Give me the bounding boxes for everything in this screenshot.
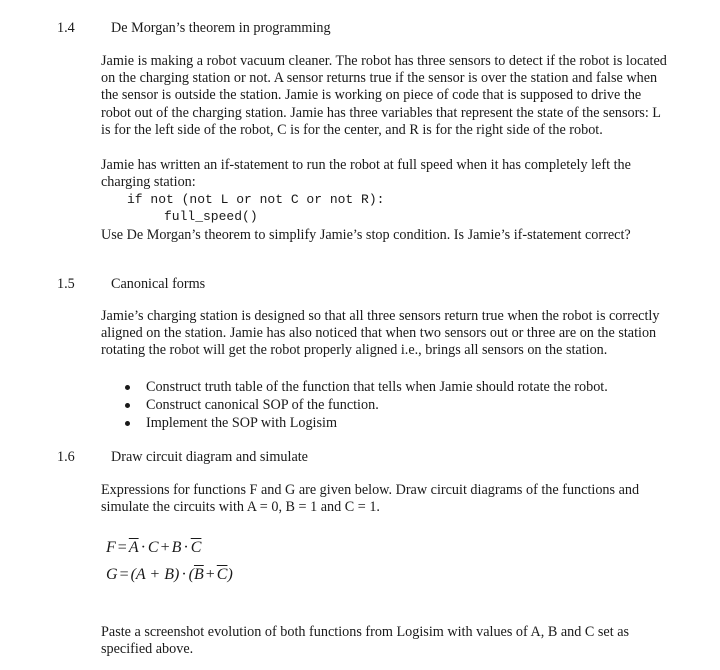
eq-g-term-c-bar: $\overline{C}$ bbox=[216, 566, 228, 583]
section-title-1-4: De Morgan’s theorem in programming bbox=[111, 20, 331, 36]
eq-g-sum-ab: (A + B) bbox=[130, 566, 180, 583]
eq-f-term-b: B bbox=[171, 539, 182, 556]
section-number-1-4: 1.4 bbox=[57, 20, 75, 36]
eq-g-lhs: G bbox=[106, 566, 118, 583]
section-title-1-5: Canonical forms bbox=[111, 276, 206, 292]
eq-g-equals: = bbox=[119, 566, 129, 583]
eq-g-close-paren: ) bbox=[227, 566, 233, 583]
eq-f-lhs: F bbox=[106, 539, 116, 556]
eq-f-term-a-bar: $\overline{A}$ bbox=[128, 539, 139, 556]
section-number-1-6: 1.6 bbox=[57, 449, 75, 465]
bullet-item: Implement the SOP with Logisim bbox=[123, 414, 608, 432]
eq-f-plus: + bbox=[160, 539, 170, 556]
code-line-if: if not (not L or not C or not R): bbox=[127, 192, 385, 207]
section-1-6-paragraph-1: Expressions for functions F and G are given below. Draw circuit diagrams of the functions and simulate the circuits with A = 0, B = 1 and C = 1. bbox=[101, 482, 640, 516]
section-1-4-paragraph-1: Jamie is making a robot vacuum cleaner. The robot has three sensors to detect if the robot is located on the charging station or not. A sensor returns true if the sensor is over the station and false when the sensor is outside the station. Jamie is working on piece of code that is supposed to drive the robot out of the charging station. Jamie has three variables that represent the state of the sensors: L is for the left side of the robot, C is for the center, and R is for the right side of the robot. bbox=[101, 53, 667, 138]
eq-f-equals: = bbox=[117, 539, 127, 556]
eq-f-dot-2: · bbox=[183, 539, 189, 556]
eq-g-term-b-bar: $\overline{B}$ bbox=[193, 566, 204, 583]
section-1-5-paragraph-1: Jamie’s charging station is designed so that all three sensors return true when the robot is correctly aligned on the station. Jamie has also noticed that when two sensors out or three are on the station rotating the robot will get the robot properly aligned i.e., brings all sensors on the station. bbox=[101, 308, 660, 359]
code-line-full-speed: full_speed() bbox=[164, 209, 258, 224]
section-title-1-6: Draw circuit diagram and simulate bbox=[111, 449, 308, 465]
section-1-6-paragraph-2: Paste a screenshot evolution of both functions from Logisim with values of A, B and C set as specified above. bbox=[101, 624, 630, 658]
eq-g-plus: + bbox=[205, 566, 215, 583]
equation-f bbox=[106, 538, 201, 558]
equation-g bbox=[106, 565, 233, 585]
section-1-5-bullet-list bbox=[123, 378, 608, 432]
eq-g-open-paren: ( bbox=[188, 566, 194, 583]
eq-g-dot: · bbox=[181, 566, 187, 583]
eq-f-term-c-bar: $\overline{C}$ bbox=[190, 539, 202, 556]
bullet-item: Construct truth table of the function that tells when Jamie should rotate the robot. bbox=[123, 378, 608, 396]
bullet-item: Construct canonical SOP of the function. bbox=[123, 396, 608, 414]
section-1-4-paragraph-3: Use De Morgan’s theorem to simplify Jamie’s stop condition. Is Jamie’s if-statement correct? bbox=[101, 227, 631, 243]
eq-f-dot-1: · bbox=[140, 539, 146, 556]
section-number-1-5: 1.5 bbox=[57, 276, 75, 292]
eq-f-term-c: C bbox=[147, 539, 159, 556]
section-1-4-paragraph-2: Jamie has written an if-statement to run the robot at full speed when it has completely left the charging station: bbox=[101, 157, 631, 191]
